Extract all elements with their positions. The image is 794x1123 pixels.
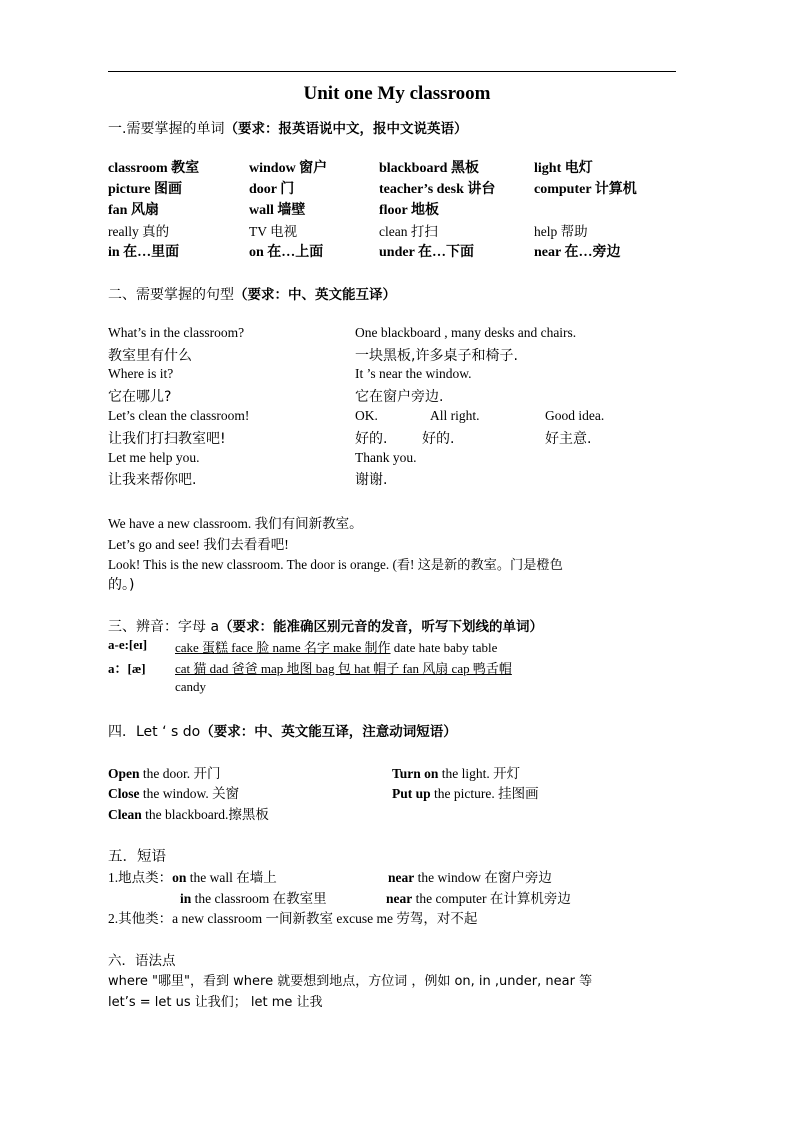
- phrase-rest: the door. 开门: [139, 766, 221, 781]
- page-title: Unit one My classroom: [303, 83, 491, 104]
- vocab-cell: help 帮助: [534, 224, 588, 239]
- section-1-requirement: （要求：报英语说中文，报中文说英语）: [224, 121, 468, 137]
- preposition: in: [180, 891, 192, 906]
- section-2-heading: [108, 283, 396, 304]
- grammar-point: where "哪里"，看到 where 就要想到地点，方位词 ，例如 on, in ,under, near 等: [108, 974, 593, 989]
- vocab-cell: on 在…上面: [249, 245, 324, 260]
- vocab-cell: under 在…下面: [379, 245, 475, 260]
- vocab-cell: near 在…旁边: [534, 245, 621, 260]
- phrase-rest: the blackboard.擦黑板: [141, 807, 269, 822]
- response-zh: 好的.: [422, 431, 455, 447]
- response-en: Good idea.: [545, 408, 605, 423]
- vocab-cell: really 真的: [108, 224, 170, 239]
- verb: Turn on: [392, 766, 439, 781]
- phrase-rest: the wall 在墙上: [186, 870, 277, 885]
- phrase-line: [386, 887, 571, 907]
- phonics-word: candy: [175, 679, 207, 694]
- phrase-rest: the computer 在计算机旁边: [412, 891, 571, 906]
- section-1-heading: [108, 117, 467, 138]
- sentence-en: Let’s clean the classroom!: [108, 408, 250, 423]
- response-zh: 谢谢.: [355, 472, 388, 488]
- phrase-rest: the classroom 在教室里: [191, 891, 327, 906]
- header-rule: [108, 71, 676, 72]
- sentence-en: What’s in the classroom?: [108, 325, 245, 340]
- vocab-cell: in 在…里面: [108, 245, 180, 260]
- sentence-en: Where is it?: [108, 366, 174, 381]
- vocab-cell: TV 电视: [249, 224, 298, 239]
- section-4-heading: [108, 720, 457, 741]
- sentence-zh: 教室里有什么: [108, 348, 192, 364]
- underlined-words: cat 猫 dad 爸爸 map 地图 bag 包 hat 帽子 fan 风扇 cap 鸭舌帽: [175, 661, 512, 676]
- phrase-line: [180, 887, 327, 907]
- sentence-zh: 让我来帮你吧.: [108, 472, 197, 488]
- sentence-zh: 它在哪儿?: [108, 389, 172, 405]
- verb: Clean: [108, 807, 142, 822]
- phonics-label-ei: a-e:[eɪ]: [108, 637, 148, 652]
- verb: Open: [108, 766, 140, 781]
- section-2-title: 二、需要掌握的句型: [108, 287, 234, 303]
- response-en: OK.: [355, 408, 378, 423]
- grammar-point: let’s = let us 让我们； let me 让我: [108, 995, 323, 1010]
- phrase-rest: the picture. 挂图画: [430, 786, 539, 801]
- other-words: date hate baby table: [390, 640, 498, 655]
- sentence-en: Let me help you.: [108, 450, 200, 465]
- section-6-heading: 六．语法点: [108, 953, 176, 969]
- command-phrase: [392, 782, 539, 802]
- vocab-cell: window 窗户: [249, 161, 328, 176]
- command-phrase: [108, 762, 221, 782]
- response-zh: 一块黑板,许多桌子和椅子.: [355, 348, 518, 364]
- phonics-row-ei: [175, 637, 497, 656]
- section-3-heading: [108, 615, 543, 636]
- passage-line: Look! This is the new classroom. The door is orange. (看! 这是新的教室。门是橙色: [108, 557, 563, 572]
- passage-line: Let’s go and see! 我们去看看吧!: [108, 537, 289, 552]
- section-5-heading: 五．短语: [108, 849, 166, 865]
- response-en: All right.: [430, 408, 480, 423]
- phrase-rest: the window. 关窗: [139, 786, 240, 801]
- phrase-category: 1.地点类：: [108, 870, 173, 885]
- preposition: on: [172, 870, 187, 885]
- vocab-cell: classroom 教室: [108, 161, 200, 176]
- vocab-cell: fan 风扇: [108, 203, 159, 218]
- vocab-cell: picture 图画: [108, 182, 183, 197]
- phrase-line: 2.其他类：a new classroom 一间新教室 excuse me 劳驾，对不起: [108, 911, 478, 926]
- response-en: It ’s near the window.: [355, 366, 472, 381]
- phrase-line: [388, 866, 552, 886]
- response-zh: 好主意.: [545, 431, 592, 447]
- vocab-cell: door 门: [249, 182, 295, 197]
- phrase-line: [108, 866, 277, 886]
- section-2-requirement: （要求：中、英文能互译）: [234, 287, 396, 303]
- sentence-zh: 让我们打扫教室吧!: [108, 431, 226, 447]
- vocab-cell: light 电灯: [534, 161, 593, 176]
- section-4-requirement: （要求：中、英文能互译，注意动词短语）: [200, 724, 457, 740]
- section-1-title: 一.需要掌握的单词: [108, 121, 225, 137]
- vocab-cell: teacher’s desk 讲台: [379, 182, 496, 197]
- response-en: Thank you.: [355, 450, 417, 465]
- vocab-cell: clean 打扫: [379, 224, 438, 239]
- vocab-cell: wall 墙壁: [249, 203, 306, 218]
- passage-line: 的。): [108, 577, 135, 593]
- verb: Put up: [392, 786, 431, 801]
- vocab-cell: floor 地板: [379, 203, 440, 218]
- command-phrase: [392, 762, 520, 782]
- phrase-rest: the window 在窗户旁边: [414, 870, 552, 885]
- passage-line: We have a new classroom. 我们有间新教室。: [108, 516, 363, 531]
- vocab-cell: blackboard 黑板: [379, 161, 479, 176]
- response-zh: 好的.: [355, 431, 388, 447]
- response-zh: 它在窗户旁边.: [355, 389, 444, 405]
- underlined-words: cake 蛋糕 face 脸 name 名字 make 制作: [175, 640, 391, 655]
- phonics-label-ae: a：[æ]: [108, 661, 146, 676]
- section-4-title: 四．Let ‘ s do: [108, 724, 201, 740]
- command-phrase: [108, 782, 239, 802]
- vocab-cell: computer 计算机: [534, 182, 637, 197]
- section-3-requirement: （要求：能准确区别元音的发音，听写下划线的单词）: [219, 619, 544, 635]
- command-phrase: [108, 803, 269, 823]
- phrase-rest: the light. 开灯: [438, 766, 521, 781]
- response-en: One blackboard , many desks and chairs.: [355, 325, 577, 340]
- section-3-title: 三、辨音：字母 a: [108, 619, 220, 635]
- preposition: near: [388, 870, 415, 885]
- verb: Close: [108, 786, 140, 801]
- preposition: near: [386, 891, 413, 906]
